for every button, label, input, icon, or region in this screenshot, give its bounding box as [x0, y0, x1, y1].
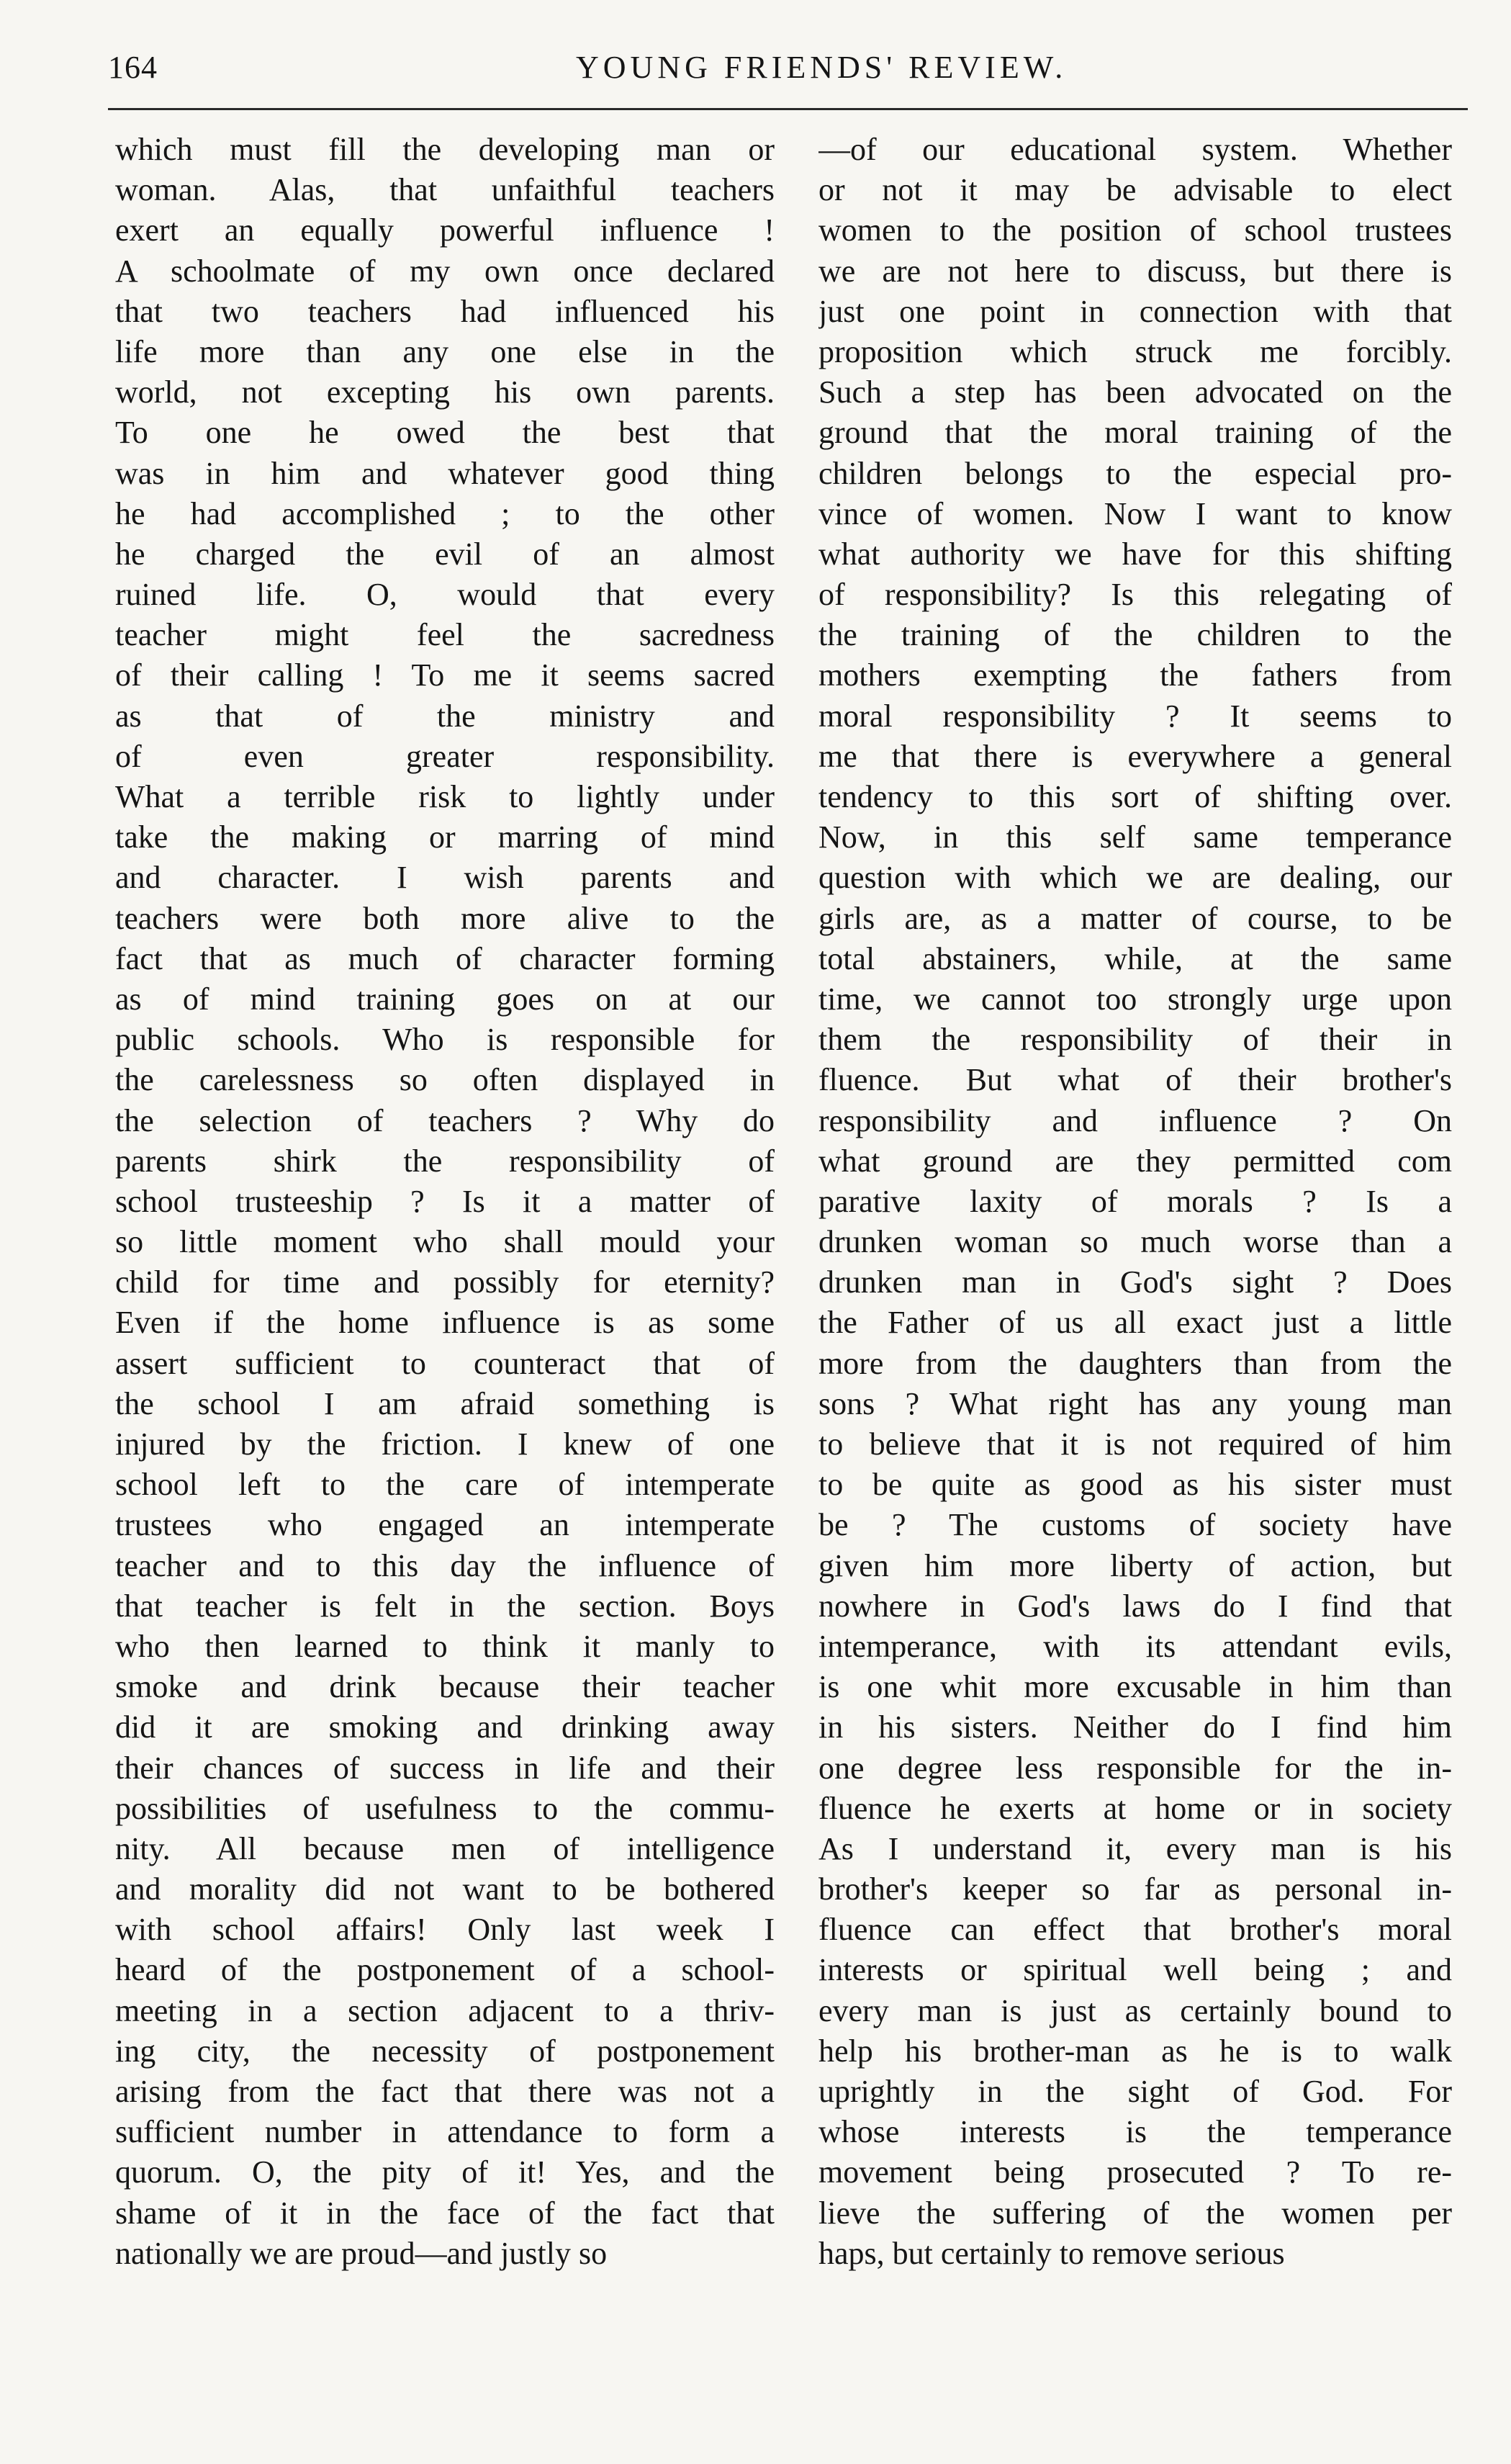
text-line: ruined life. O, would that every: [115, 577, 775, 613]
text-line: As I understand it, every man is his: [818, 1830, 1452, 1866]
text-line: parents shirk the responsibility of: [115, 1143, 775, 1179]
text-line: A schoolmate of my own once declared: [115, 253, 775, 289]
text-line: injured by the friction. I knew of one: [115, 1426, 775, 1462]
text-line: vince of women. Now I want to know: [818, 495, 1452, 531]
text-line: uprightly in the sight of God. For: [818, 2074, 1452, 2109]
text-line: that two teachers had influenced his: [115, 293, 775, 329]
left-column: [115, 130, 775, 2274]
text-line: question with which we are dealing, our: [818, 860, 1452, 896]
text-line: To one he owed the best that: [115, 415, 775, 451]
text-line: sons ? What right has any young man: [818, 1385, 1452, 1421]
text-line: smoke and drink because their teacher: [115, 1669, 775, 1705]
text-line: in his sisters. Neither do I find him: [818, 1709, 1452, 1745]
text-line: exert an equally powerful influence !: [115, 212, 775, 248]
text-line: teacher and to this day the influence of: [115, 1547, 775, 1583]
text-line: the selection of teachers ? Why do: [115, 1102, 775, 1138]
text-line: of their calling ! To me it seems sacred: [115, 657, 775, 693]
text-line: fluence can effect that brother's moral: [818, 1912, 1452, 1948]
text-line: tendency to this sort of shifting over.: [818, 779, 1452, 814]
text-line: which must fill the developing man or: [115, 132, 775, 167]
text-line: he charged the evil of an almost: [115, 536, 775, 572]
text-line: fluence. But what of their brother's: [818, 1062, 1452, 1098]
text-line: one degree less responsible for the in-: [818, 1750, 1452, 1786]
page-number: 164: [108, 50, 158, 85]
text-line: shame of it in the face of the fact that: [115, 2195, 775, 2231]
text-line: given him more liberty of action, but: [818, 1547, 1452, 1583]
text-line: movement being prosecuted ? To re-: [818, 2154, 1452, 2190]
text-line: ing city, the necessity of postponement: [115, 2033, 775, 2069]
text-line: moral responsibility ? It seems to: [818, 698, 1452, 734]
text-line: interests or spiritual well being ; and: [818, 1952, 1452, 1988]
text-line: drunken woman so much worse than a: [818, 1224, 1452, 1260]
text-line: what ground are they permitted com: [818, 1143, 1452, 1179]
text-line: so little moment who shall mould your: [115, 1224, 775, 1260]
text-line: life more than any one else in the: [115, 333, 775, 369]
text-line: is one whit more excusable in him than: [818, 1669, 1452, 1705]
text-line: more from the daughters than from the: [818, 1345, 1452, 1381]
page-header: [108, 49, 1439, 99]
text-line: what authority we have for this shifting: [818, 536, 1452, 572]
text-line: to be quite as good as his sister must: [818, 1467, 1452, 1503]
text-line: lieve the suffering of the women per: [818, 2195, 1452, 2231]
text-line: nationally we are proud—and justly so: [115, 2235, 608, 2271]
text-line: be ? The customs of society have: [818, 1507, 1452, 1543]
text-line: women to the position of school trustees: [818, 212, 1452, 248]
text-line: girls are, as a matter of course, to be: [818, 900, 1452, 936]
text-line: Now, in this self same temperance: [818, 819, 1452, 855]
text-line: was in him and whatever good thing: [115, 455, 775, 491]
text-line: to believe that it is not required of him: [818, 1426, 1452, 1462]
text-line: Such a step has been advocated on the: [818, 374, 1452, 410]
text-line: with school affairs! Only last week I: [115, 1912, 775, 1948]
text-line: me that there is everywhere a general: [818, 738, 1452, 774]
text-line: their chances of success in life and their: [115, 1750, 775, 1786]
text-line: woman. Alas, that unfaithful teachers: [115, 172, 775, 208]
text-line: school left to the care of intemperate: [115, 1467, 775, 1503]
text-line: teacher might feel the sacredness: [115, 617, 775, 653]
header-rule: [108, 108, 1468, 110]
text-line: assert sufficient to counteract that of: [115, 1345, 775, 1381]
text-line: just one point in connection with that: [818, 293, 1452, 329]
text-line: school trusteeship ? Is it a matter of: [115, 1183, 775, 1219]
text-line: heard of the postponement of a school-: [115, 1952, 775, 1988]
text-line: quorum. O, the pity of it! Yes, and the: [115, 2154, 775, 2190]
text-line: haps, but certainly to remove serious: [818, 2235, 1285, 2271]
text-line: them the responsibility of their in: [818, 1022, 1452, 1058]
text-line: he had accomplished ; to the other: [115, 495, 775, 531]
text-line: total abstainers, while, at the same: [818, 940, 1452, 976]
text-line: nity. All because men of intelligence: [115, 1830, 775, 1866]
text-line: proposition which struck me forcibly.: [818, 333, 1452, 369]
text-line: parative laxity of morals ? Is a: [818, 1183, 1452, 1219]
text-line: or not it may be advisable to elect: [818, 172, 1452, 208]
text-line: as that of the ministry and: [115, 698, 775, 734]
text-line: the training of the children to the: [818, 617, 1452, 653]
text-line: and morality did not want to be bothered: [115, 1871, 775, 1907]
text-line: and character. I wish parents and: [115, 860, 775, 896]
text-line: the school I am afraid something is: [115, 1385, 775, 1421]
text-line: Even if the home influence is as some: [115, 1305, 775, 1341]
text-line: of even greater responsibility.: [115, 738, 775, 774]
text-line: teachers were both more alive to the: [115, 900, 775, 936]
text-line: possibilities of usefulness to the commu-: [115, 1790, 775, 1826]
text-line: fact that as much of character forming: [115, 940, 775, 976]
text-line: public schools. Who is responsible for: [115, 1022, 775, 1058]
text-line: —of our educational system. Whether: [818, 132, 1452, 167]
text-line: we are not here to discuss, but there is: [818, 253, 1452, 289]
text-line: responsibility and influence ? On: [818, 1102, 1452, 1138]
text-line: that teacher is felt in the section. Boys: [115, 1588, 775, 1624]
text-line: every man is just as certainly bound to: [818, 1992, 1452, 2028]
text-line: the carelessness so often displayed in: [115, 1062, 775, 1098]
text-line: trustees who engaged an intemperate: [115, 1507, 775, 1543]
text-line: help his brother-man as he is to walk: [818, 2033, 1452, 2069]
text-line: of responsibility? Is this relegating of: [818, 577, 1452, 613]
text-line: as of mind training goes on at our: [115, 981, 775, 1017]
text-line: nowhere in God's laws do I find that: [818, 1588, 1452, 1624]
text-line: meeting in a section adjacent to a thriv-: [115, 1992, 775, 2028]
text-line: the Father of us all exact just a little: [818, 1305, 1452, 1341]
text-line: whose interests is the temperance: [818, 2114, 1452, 2150]
text-line: intemperance, with its attendant evils,: [818, 1628, 1452, 1664]
running-title: YOUNG FRIENDS' REVIEW.: [576, 50, 1068, 85]
text-line: What a terrible risk to lightly under: [115, 779, 775, 814]
text-line: child for time and possibly for eternity?: [115, 1264, 775, 1300]
text-line: did it are smoking and drinking away: [115, 1709, 775, 1745]
right-column: [818, 130, 1452, 2274]
text-line: who then learned to think it manly to: [115, 1628, 775, 1664]
text-line: sufficient number in attendance to form a: [115, 2114, 775, 2150]
text-line: arising from the fact that there was not a: [115, 2074, 775, 2109]
text-line: children belongs to the especial pro-: [818, 455, 1452, 491]
text-line: take the making or marring of mind: [115, 819, 775, 855]
text-line: time, we cannot too strongly urge upon: [818, 981, 1452, 1017]
text-line: brother's keeper so far as personal in-: [818, 1871, 1452, 1907]
text-line: ground that the moral training of the: [818, 415, 1452, 451]
text-line: mothers exempting the fathers from: [818, 657, 1452, 693]
text-line: drunken man in God's sight ? Does: [818, 1264, 1452, 1300]
text-line: fluence he exerts at home or in society: [818, 1790, 1452, 1826]
text-line: world, not excepting his own parents.: [115, 374, 775, 410]
